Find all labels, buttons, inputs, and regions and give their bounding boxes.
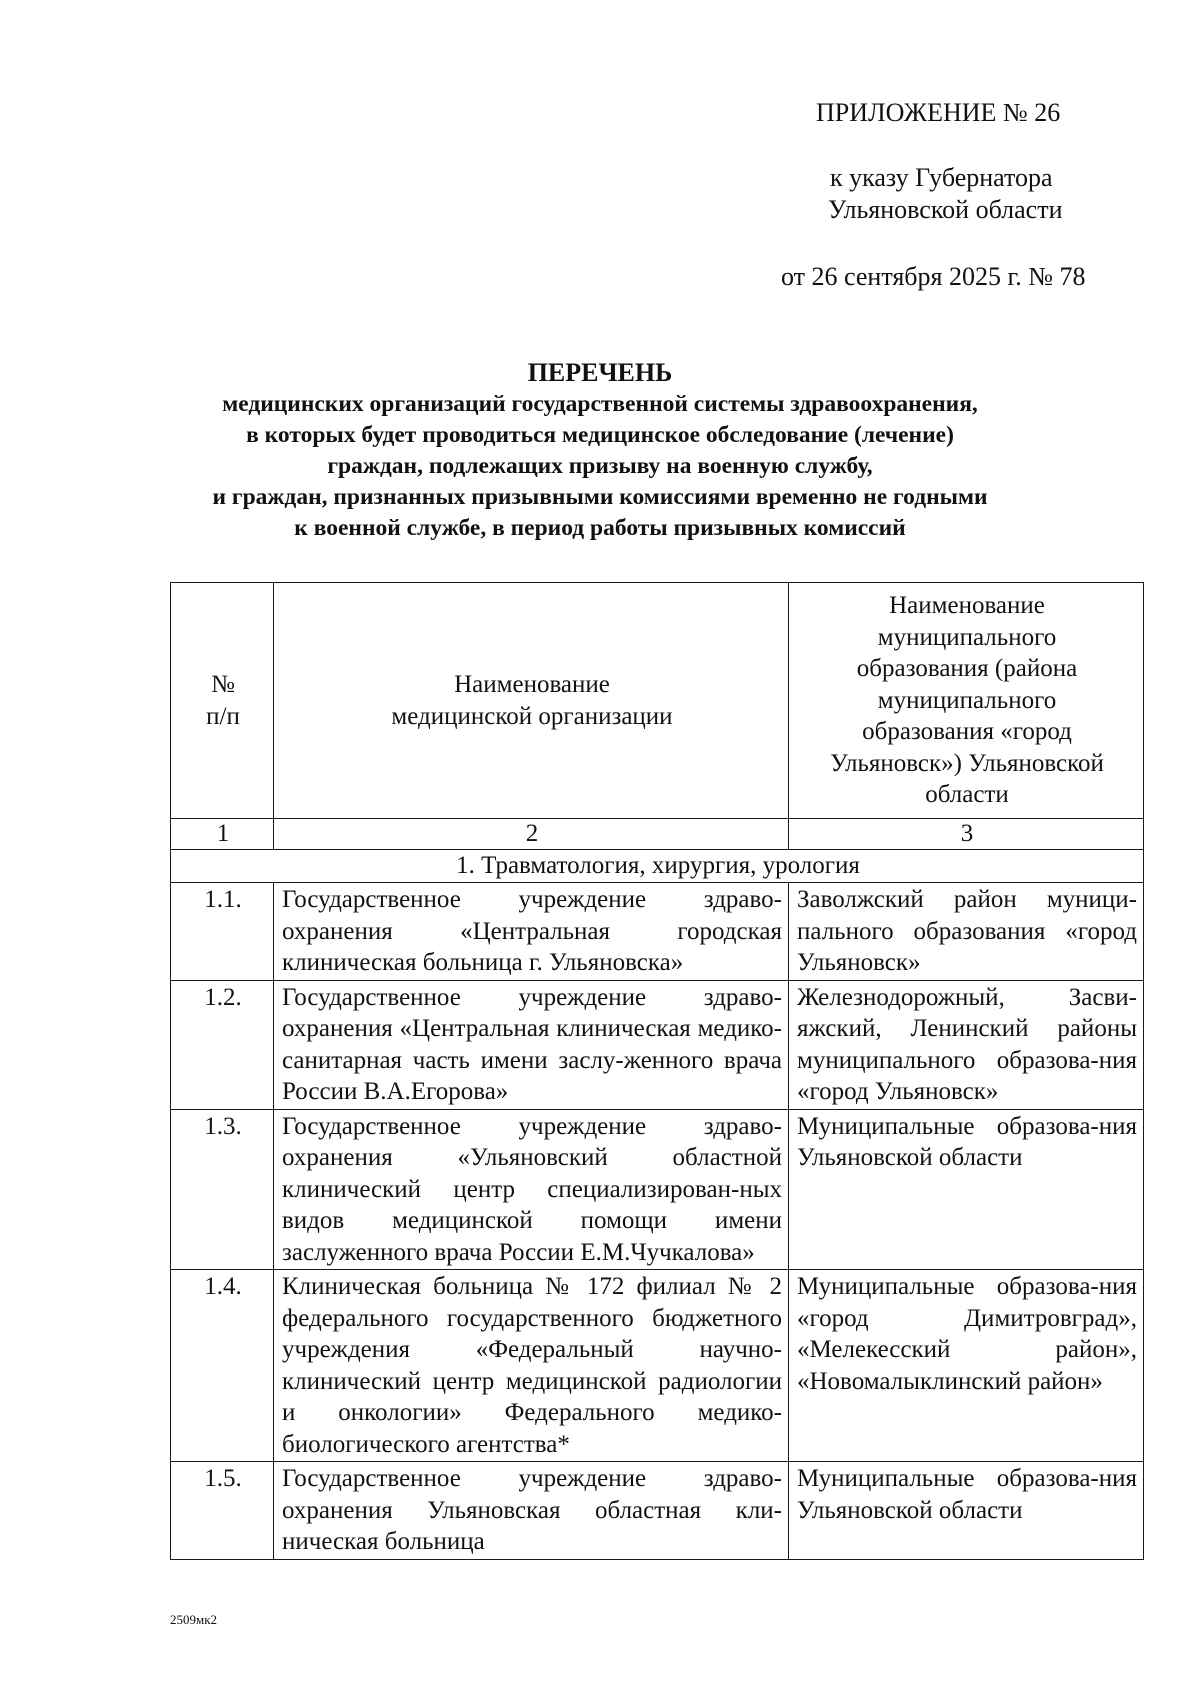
title-line-4: и граждан, признанных призывными комиссиями временно не годными [212, 484, 988, 510]
document-code: 2509мк2 [170, 1612, 218, 1627]
title-line-2: в которых будет проводиться медицинское обследование (лечение) [246, 422, 954, 448]
header-organization: Наименование медицинской организации [274, 583, 789, 819]
row-number: 1.4. [171, 1270, 274, 1462]
column-number-row [171, 819, 1144, 850]
section-row [171, 850, 1144, 883]
medical-organizations-table [170, 582, 1144, 1560]
row-number: 1.3. [171, 1109, 274, 1270]
row-number: 1.1. [171, 883, 274, 981]
municipality-name: Муниципальные образова-ния Ульяновской области [789, 1462, 1144, 1560]
table-row [171, 1462, 1144, 1560]
municipality-name: Заволжский район муници-пального образования «город Ульяновск» [789, 883, 1144, 981]
row-number: 1.2. [171, 980, 274, 1109]
decree-reference-line2: Ульяновской области [828, 195, 1063, 224]
decree-date: от 26 сентября 2025 г. № 78 [781, 262, 1086, 291]
municipality-name: Муниципальные образова-ния Ульяновской области [789, 1109, 1144, 1270]
document-title: ПЕРЕЧЕНЬ [527, 358, 673, 387]
table-header-row [171, 583, 1144, 819]
table-row [171, 1270, 1144, 1462]
decree-reference-line1: к указу Губернатора [830, 163, 1053, 192]
organization-name: Государственное учреждение здраво-охранения Ульяновская областная кли-ническая больница [274, 1462, 789, 1560]
document-title-block [150, 357, 1050, 544]
organization-name: Клиническая больница № 172 филиал № 2 федерального государственного бюджетного учреждения «Федеральный научно-клинический центр медицинской радиологии и онкологии» Федерального медико-биологического агентства* [274, 1270, 789, 1462]
table-row [171, 1109, 1144, 1270]
organization-name: Государственное учреждение здраво-охранения «Центральная клиническая медико-санитарная часть имени заслу-женного врача России В.А.Егорова» [274, 980, 789, 1109]
column-number-3: 3 [789, 819, 1144, 850]
municipality-name: Муниципальные образова-ния «город Димитровград», «Мелекесский район», «Новомалыклинский район» [789, 1270, 1144, 1462]
organization-name: Государственное учреждение здраво-охранения «Ульяновский областной клинический центр специализирован-ных видов медицинской помощи имени заслуженного врача России Е.М.Чучкалова» [274, 1109, 789, 1270]
column-number-2: 2 [274, 819, 789, 850]
row-number: 1.5. [171, 1462, 274, 1560]
title-line-1: медицинских организаций государственной системы здравоохранения, [222, 391, 978, 417]
title-line-5: к военной службе, в период работы призывных комиссий [294, 515, 906, 541]
municipality-name: Железнодорожный, Засви-яжский, Ленинский районы муниципального образова-ния «город Ульяновск» [789, 980, 1144, 1109]
organization-name: Государственное учреждение здраво-охранения «Центральная городская клиническая больница г. Ульяновска» [274, 883, 789, 981]
title-line-3: граждан, подлежащих призыву на военную службу, [327, 453, 873, 479]
section-title: 1. Травматология, хирургия, урология [171, 850, 1144, 883]
header-municipality: Наименование муниципального образования (района муниципального образования «город Ульяновск») Ульяновской области [789, 583, 1144, 819]
header-number: № п/п [171, 583, 274, 819]
table-row [171, 980, 1144, 1109]
column-number-1: 1 [171, 819, 274, 850]
appendix-number: ПРИЛОЖЕНИЕ № 26 [816, 98, 1061, 127]
table-row [171, 883, 1144, 981]
